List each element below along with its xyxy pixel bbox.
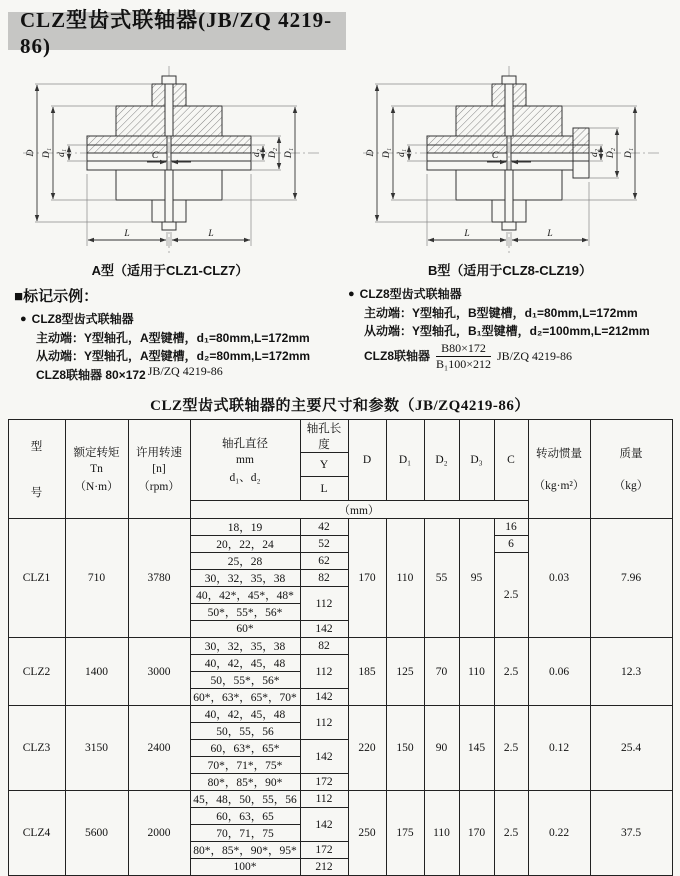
torque-cell: 5600 [65, 791, 128, 876]
coupling-section-b-drawing [349, 54, 671, 260]
bore-diameters-cell: 50，55，56 [190, 723, 300, 740]
header-C: C [494, 420, 528, 501]
dim-label-D1: D₁ [42, 147, 52, 159]
header-mass: 质量 （kg） [590, 420, 672, 519]
header-D1: D₁ [386, 420, 424, 501]
dim-label-D1: D₁ [382, 147, 392, 159]
coupling-section-a-drawing [9, 54, 331, 260]
example-b-designation: CLZ8联轴器 $\frac{B80\times 172}{\text{B₁100×212}}$ JB/ZQ 4219-86 [364, 340, 572, 371]
inertia-cell: 0.03 [528, 519, 590, 638]
length-Y-cell: 112 [300, 655, 348, 689]
dim-C-cell: 2.5 [494, 638, 528, 706]
example-b-line1: 主动端：Y型轴孔，B型键槽，d₁=80mm,L=172mm [364, 305, 638, 320]
bore-diameters-cell: 20，22，24 [190, 536, 300, 553]
dim-D3-cell: 110 [459, 638, 494, 706]
bore-diameters-cell: 40，42，45，48 [190, 706, 300, 723]
bore-diameters-cell: 50，55*，56* [190, 672, 300, 689]
header-inertia: 转动惯量 （kg·m²） [528, 420, 590, 519]
dim-D1-cell: 110 [386, 519, 424, 638]
inertia-cell: 0.22 [528, 791, 590, 876]
header-speed: 许用转速 [n] （rpm） [128, 420, 190, 519]
dim-D-cell: 220 [348, 706, 386, 791]
dim-label-d1: d₁ [57, 148, 67, 158]
inertia-cell: 0.12 [528, 706, 590, 791]
dim-C-cell: 6 [494, 536, 528, 553]
torque-cell: 1400 [65, 638, 128, 706]
bullet-icon: ● [348, 287, 355, 300]
dim-label-D1-right: D₁ [284, 147, 294, 159]
dim-label-D1-right: D₁ [624, 147, 634, 159]
length-Y-cell: 52 [300, 536, 348, 553]
length-Y-cell: 82 [300, 638, 348, 655]
torque-cell: 710 [65, 519, 128, 638]
dim-C-cell: 2.5 [494, 553, 528, 638]
length-Y-cell: 142 [300, 621, 348, 638]
drawings-row [0, 54, 680, 279]
table-row [8, 519, 672, 536]
table-row [8, 706, 672, 723]
length-Y-cell: 172 [300, 842, 348, 859]
header-D2: D₂ [424, 420, 459, 501]
bore-diameters-cell: 50*，55*，56* [190, 604, 300, 621]
dim-label-d2: d₂ [252, 148, 262, 158]
dim-label-C: C [491, 151, 499, 161]
bore-diameters-cell: 18，19 [190, 519, 300, 536]
dim-D-cell: 250 [348, 791, 386, 876]
header-D3: D₃ [459, 420, 494, 501]
bore-diameters-cell: 80*，85*，90*，95* [190, 842, 300, 859]
bore-diameters-cell: 70，71，75 [190, 825, 300, 842]
example-b-line2: 从动端：Y型轴孔，B₁型键槽，d₂=100mm,L=212mm [364, 324, 650, 339]
length-Y-cell: 212 [300, 859, 348, 876]
length-Y-cell: 112 [300, 587, 348, 621]
bore-diameters-cell: 45，48，50，55，56 [190, 791, 300, 808]
dim-label-L-right: L [547, 229, 553, 239]
marking-examples-section [0, 279, 680, 384]
dim-D-cell: 170 [348, 519, 386, 638]
speed-cell: 3000 [128, 638, 190, 706]
dim-D3-cell: 170 [459, 791, 494, 876]
bore-diameters-cell: 60* [190, 621, 300, 638]
length-Y-cell: 142 [300, 740, 348, 774]
spec-table [8, 419, 673, 876]
square-marker-icon: ■ [14, 288, 24, 305]
length-Y-cell: 112 [300, 706, 348, 740]
dim-D-cell: 185 [348, 638, 386, 706]
dim-D1-cell: 175 [386, 791, 424, 876]
speed-cell: 2000 [128, 791, 190, 876]
example-a-line2: 从动端：Y型轴孔，A型键槽，d₂=80mm,L=172mm [36, 349, 311, 364]
header-mm-unit: （mm） [190, 501, 528, 519]
length-Y-cell: 42 [300, 519, 348, 536]
length-Y-cell: 82 [300, 570, 348, 587]
designation-fraction: $\frac{B80\times 172}{\text{B₁100×212}}$ [436, 340, 491, 371]
mass-cell: 12.3 [590, 638, 672, 706]
speed-cell: 3780 [128, 519, 190, 638]
bore-diameters-cell: 60，63，65 [190, 808, 300, 825]
bullet-icon: ● [20, 312, 27, 325]
dim-label-L-left: L [464, 229, 470, 239]
example-a-line1: 主动端：Y型轴孔，A型键槽，d₁=80mm,L=172mm [36, 330, 310, 345]
dim-D2-cell: 90 [424, 706, 459, 791]
standard-number: JB/ZQ 4219-86 [147, 363, 223, 378]
page-title: CLZ型齿式联轴器(JB/ZQ 4219-86) [20, 7, 333, 58]
bore-diameters-cell: 70*，71*，75* [190, 757, 300, 774]
bore-diameters-cell: 60*，63*，65*，70* [190, 689, 300, 706]
bore-diameters-cell: 40，42，45，48 [190, 655, 300, 672]
table-row [8, 638, 672, 655]
example-b-title: CLZ8型齿式联轴器 [359, 287, 462, 301]
length-Y-cell: 112 [300, 791, 348, 808]
model-cell: CLZ1 [8, 519, 65, 638]
mass-cell: 25.4 [590, 706, 672, 791]
dim-label-L-right: L [208, 229, 214, 239]
standard-number: JB/ZQ 4219-86 [496, 348, 572, 363]
dim-label-C: C [151, 151, 159, 161]
example-a-title: CLZ8型齿式联轴器 [31, 312, 134, 326]
header-model: 型 号 [8, 420, 65, 519]
length-Y-cell: 172 [300, 774, 348, 791]
model-cell: CLZ2 [8, 638, 65, 706]
dim-D2-cell: 55 [424, 519, 459, 638]
bore-diameters-cell: 60，63*，65* [190, 740, 300, 757]
dim-D3-cell: 145 [459, 706, 494, 791]
dim-D3-cell: 95 [459, 519, 494, 638]
dim-C-cell: 16 [494, 519, 528, 536]
example-a-designation: CLZ8联轴器 80×172 JB/ZQ 4219-86 [36, 363, 223, 382]
dim-C-cell: 2.5 [494, 706, 528, 791]
dim-label-D2: D₂ [268, 147, 278, 159]
header-bore-length: 轴孔长度 [300, 420, 348, 453]
bore-diameters-cell: 30，32，35，38 [190, 570, 300, 587]
model-cell: CLZ4 [8, 791, 65, 876]
header-length-L: L [300, 477, 348, 501]
dim-C-cell: 2.5 [494, 791, 528, 876]
bore-diameters-cell: 80*，85*，90* [190, 774, 300, 791]
dim-D1-cell: 150 [386, 706, 424, 791]
drawing-b-caption: B型（适用于CLZ8-CLZ19） [428, 263, 592, 278]
table-title: CLZ型齿式联轴器的主要尺寸和参数（JB/ZQ4219-86） [150, 398, 530, 415]
length-Y-cell: 142 [300, 689, 348, 706]
marking-example-a [14, 310, 342, 384]
header-torque: 额定转矩 Tn （N·m） [65, 420, 128, 519]
dim-label-D2: D₂ [606, 147, 616, 159]
spec-table-body [8, 519, 672, 876]
page-title-bar [8, 7, 346, 58]
speed-cell: 2400 [128, 706, 190, 791]
bore-diameters-cell: 100* [190, 859, 300, 876]
marking-left-column [14, 285, 342, 384]
dim-label-L-left: L [124, 229, 130, 239]
table-row [8, 791, 672, 808]
table-header [8, 420, 672, 519]
dim-label-d2: d₂ [590, 148, 600, 158]
marking-right-column [342, 285, 670, 384]
inertia-cell: 0.06 [528, 638, 590, 706]
header-bore-diameter: 轴孔直径 mm d₁、d₂ [190, 420, 300, 501]
dim-D2-cell: 70 [424, 638, 459, 706]
dim-D1-cell: 125 [386, 638, 424, 706]
header-length-Y: Y [300, 453, 348, 477]
length-Y-cell: 62 [300, 553, 348, 570]
length-Y-cell: 142 [300, 808, 348, 842]
drawing-a-caption: A型（适用于CLZ1-CLZ7） [91, 263, 249, 278]
mass-cell: 7.96 [590, 519, 672, 638]
torque-cell: 3150 [65, 706, 128, 791]
dim-D2-cell: 110 [424, 791, 459, 876]
dim-label-D: D [26, 149, 36, 157]
model-cell: CLZ3 [8, 706, 65, 791]
mass-cell: 37.5 [590, 791, 672, 876]
dim-label-d1: d₁ [397, 148, 407, 158]
drawing-a [0, 54, 340, 279]
bore-diameters-cell: 30，32，35，38 [190, 638, 300, 655]
dim-label-D: D [366, 149, 376, 157]
drawing-b [340, 54, 680, 279]
bore-diameters-cell: 40，42*，45*，48* [190, 587, 300, 604]
marking-example-b [342, 285, 670, 372]
marking-heading: ■标记示例： [14, 288, 99, 305]
header-D: D [348, 420, 386, 501]
bore-diameters-cell: 25，28 [190, 553, 300, 570]
